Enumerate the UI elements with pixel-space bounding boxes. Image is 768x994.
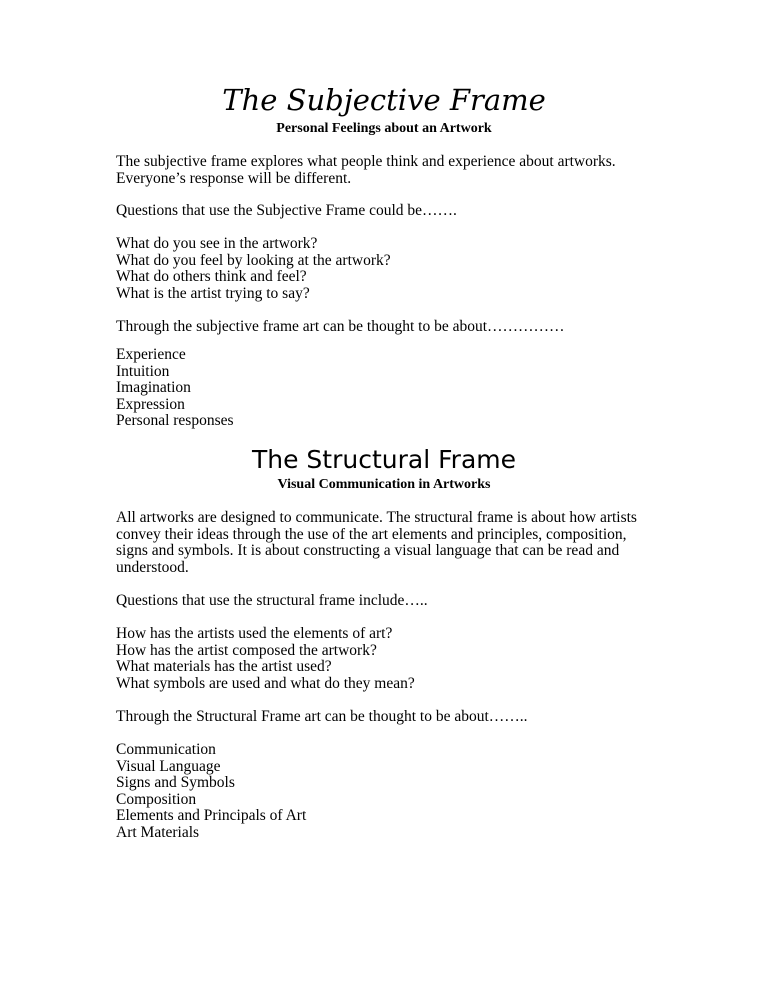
text-line: understood. xyxy=(116,558,189,576)
list-item: Signs and Symbols xyxy=(116,774,235,791)
structural-questions-intro xyxy=(116,593,676,610)
question: How has the artist composed the artwork? xyxy=(116,641,377,659)
list-item: Visual Language xyxy=(116,757,221,775)
text-line: Through the subjective frame art can be thought to be about…………… xyxy=(116,318,565,335)
list-item: Intuition xyxy=(116,362,170,380)
list-item: Elements and Principals of Art xyxy=(116,807,307,824)
list-item: Expression xyxy=(116,395,185,413)
structural-through xyxy=(116,709,676,726)
structural-questions xyxy=(116,626,676,692)
structural-intro xyxy=(116,510,676,576)
question: What is the artist trying to say? xyxy=(116,284,310,302)
text-line: Questions that use the Subjective Frame could be……. xyxy=(116,202,457,219)
question: What do you see in the artwork? xyxy=(116,235,318,252)
text-line: The subjective frame explores what people think and experience about artworks. xyxy=(116,153,616,170)
structural-title: The Structural Frame xyxy=(251,445,516,474)
subjective-questions xyxy=(116,236,676,302)
list-item: Imagination xyxy=(116,379,191,396)
text-line: Through the Structural Frame art can be thought to be about…….. xyxy=(116,708,528,725)
question: What symbols are used and what do they mean? xyxy=(116,674,415,692)
text-line: Everyone’s response will be different. xyxy=(116,169,352,187)
text-line: signs and symbols. It is about constructing a visual language that can be read and xyxy=(116,542,620,559)
text-line: All artworks are designed to communicate. The structural frame is about how artists xyxy=(116,509,637,526)
list-item: Experience xyxy=(116,346,186,363)
subjective-intro xyxy=(116,154,676,187)
question: How has the artists used the elements of art? xyxy=(116,625,393,642)
list-item: Composition xyxy=(116,790,197,808)
structural-items xyxy=(116,742,676,841)
structural-subtitle: Visual Communication in Artworks xyxy=(277,477,491,492)
subjective-title: The Subjective Frame xyxy=(222,83,546,117)
subjective-items xyxy=(116,347,676,430)
question: What do others think and feel? xyxy=(116,268,307,285)
subjective-questions-intro xyxy=(116,203,676,220)
question: What materials has the artist used? xyxy=(116,658,332,675)
list-item: Communication xyxy=(116,741,216,758)
text-line: Questions that use the structural frame include….. xyxy=(116,592,428,609)
question: What do you feel by looking at the artwork? xyxy=(116,251,391,269)
subjective-subtitle: Personal Feelings about an Artwork xyxy=(276,121,492,136)
text-line: convey their ideas through the use of the art elements and principles, composition, xyxy=(116,525,627,543)
subjective-through xyxy=(116,319,676,336)
list-item: Art Materials xyxy=(116,823,200,841)
list-item: Personal responses xyxy=(116,412,234,429)
